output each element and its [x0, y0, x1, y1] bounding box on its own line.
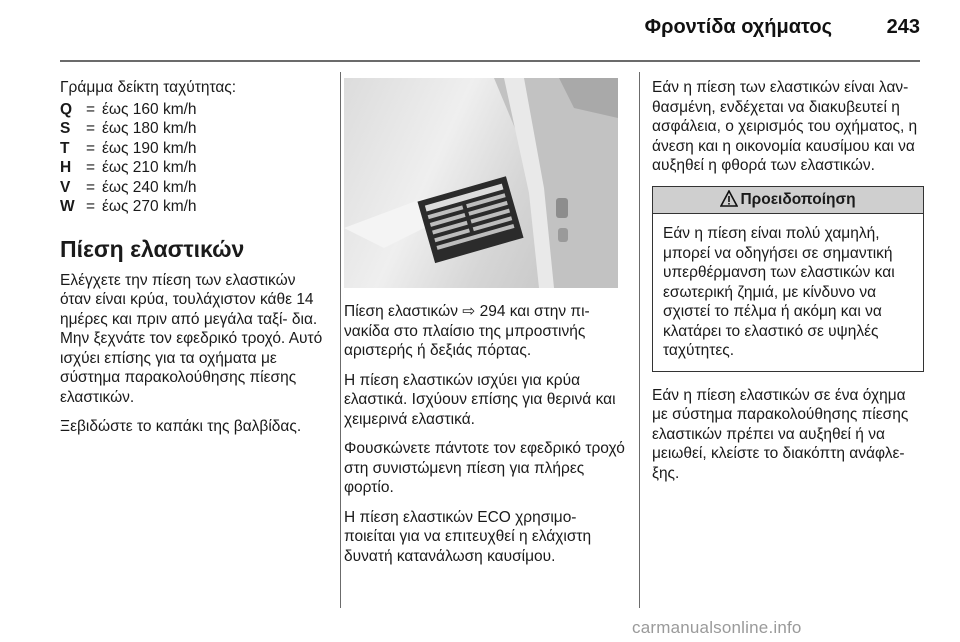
speed-code: W: [60, 198, 75, 215]
door-frame-illustration: [344, 78, 618, 288]
column-left: [60, 78, 330, 447]
warning-title: Προειδοποίηση: [740, 190, 856, 208]
speed-value: έως 160 km/h: [102, 100, 197, 118]
speed-equals: =: [86, 120, 96, 137]
speed-row-s: [60, 119, 330, 139]
speed-code: T: [60, 139, 70, 157]
speed-equals: =: [86, 159, 96, 176]
paragraph: Φουσκώνετε πάντοτε τον εφεδρικό τροχό στη συνιστώμενη πίεση για πλήρες φορτίο.: [344, 440, 625, 496]
speed-value: έως 270 km/h: [102, 198, 197, 215]
speed-equals: =: [86, 198, 96, 215]
speed-equals: =: [86, 139, 96, 157]
paragraph: Ξεβιδώστε το καπάκι της βαλβίδας.: [60, 418, 302, 435]
paragraph: Πίεση ελαστικών ⇨ 294 και στην πι- νακίδα στο πλαίσιο της μπροστινής αριστερής ή δεξιάς πόρτας.: [344, 303, 590, 359]
speed-value: έως 210 km/h: [102, 159, 197, 176]
speed-row-q: [60, 100, 330, 120]
paragraph: Εάν η πίεση των ελαστικών είναι λαν- θασμένη, ενδέχεται να διακυβευτεί η ασφάλεια, ο χειρισμός του οχήματος, η άνεση και η οικονομία καυσίμου και να αυξηθεί η φθορά των ελαστικών.: [652, 79, 918, 174]
column-right: [652, 78, 924, 493]
column-divider-right: [639, 72, 640, 608]
speed-row-w: [60, 197, 330, 217]
paragraph: Η πίεση ελαστικών ισχύει για κρύα ελαστικά. Ισχύουν επίσης για θερινά και χειμερινά ελαστικά.: [344, 371, 616, 428]
speed-equals: =: [86, 100, 96, 118]
speed-code: H: [60, 159, 72, 176]
speed-row-v: [60, 178, 330, 198]
warning-triangle-icon: [720, 190, 738, 207]
column-middle: [344, 78, 626, 576]
column-divider-left: [340, 72, 341, 608]
tire-pressure-label-photo: [344, 78, 618, 288]
warning-box: [652, 186, 924, 372]
speed-row-h: [60, 158, 330, 178]
paragraph: Εάν η πίεση ελαστικών σε ένα όχημα με σύστημα παρακολούθησης πίεσης ελαστικών πρέπει να αυξηθεί ή να μειωθεί, κλείστε το διακόπτη ανάφλε- ξης.: [652, 386, 909, 482]
speed-index-table: [60, 100, 330, 217]
speed-value: έως 180 km/h: [102, 120, 197, 137]
warning-body: Εάν η πίεση είναι πολύ χαμηλή, μπορεί να οδηγήσει σε σημαντική υπερθέρμανση των ελαστικών και εσωτερική ζημιά, με κίνδυνο να σχιστεί το πέλμα ή ακόμη και να κλατάρει το ελαστικό σε υψηλές ταχύτητες.: [663, 225, 895, 359]
speed-code: S: [60, 120, 71, 137]
page-header-title: Φροντίδα οχήματος: [644, 16, 832, 38]
speed-equals: =: [86, 178, 96, 196]
speed-value: έως 190 km/h: [102, 139, 197, 157]
page-number: 243: [886, 16, 920, 38]
header-divider: [60, 60, 920, 62]
paragraph: Ελέγχετε την πίεση των ελαστικών όταν είναι κρύα, τουλάχιστον κάθε 14 ημέρες και πριν από μεγάλα ταξί- δια. Μην ξεχνάτε τον εφεδρικό τροχό. Αυτό ισχύει επίσης για τα οχήματα με σύστημα παρακολούθησης πίεσης ελαστικών.: [60, 271, 323, 406]
speed-row-t: [60, 139, 330, 159]
section-title-tire-pressure: Πίεση ελαστικών: [60, 235, 245, 262]
speed-code: V: [60, 178, 71, 196]
speed-code: Q: [60, 100, 73, 118]
speed-value: έως 240 km/h: [102, 178, 197, 196]
watermark: carmanualsonline.info: [632, 618, 802, 637]
warning-header: [653, 187, 923, 215]
speed-index-heading: Γράμμα δείκτη ταχύτητας:: [60, 79, 237, 96]
paragraph: Η πίεση ελαστικών ECO χρησιμο- ποιείται για να επιτευχθεί η ελάχιστη δυνατή κατανάλωση καυσίμου.: [344, 508, 592, 565]
